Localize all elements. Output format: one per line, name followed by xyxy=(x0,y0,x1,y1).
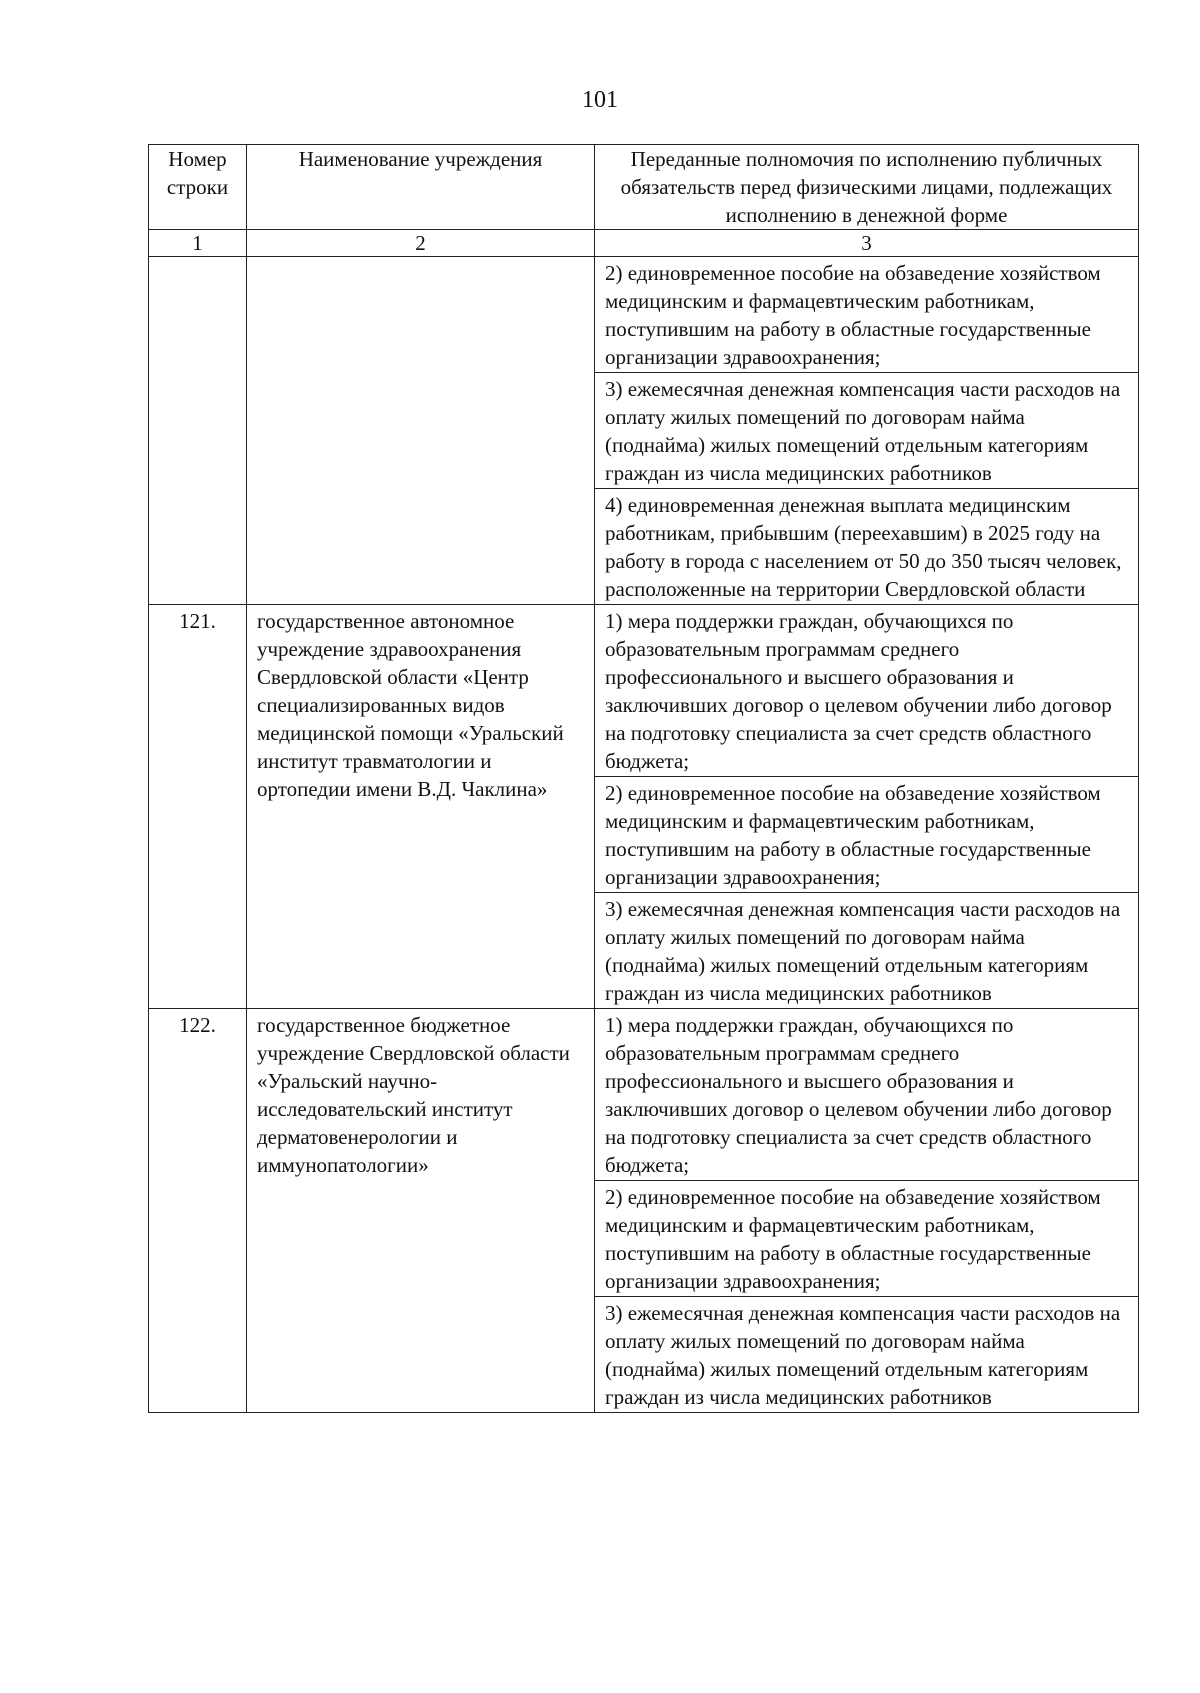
header-row-number: Номер строки xyxy=(149,145,247,230)
institution-name-cell xyxy=(247,257,595,605)
table-row-122 xyxy=(149,1009,1139,1181)
power-item: 3) ежемесячная денежная компенсация части расходов на оплату жилых помещений по договорам найма (поднайма) жилых помещений отдельным категориям граждан из числа медицинских работников xyxy=(595,1297,1139,1413)
power-item: 3) ежемесячная денежная компенсация части расходов на оплату жилых помещений по договорам найма (поднайма) жилых помещений отдельным категориям граждан из числа медицинских работников xyxy=(595,893,1139,1009)
column-number-1: 1 xyxy=(149,230,247,257)
power-item: 1) мера поддержки граждан, обучающихся по образовательным программам среднего профессионального и высшего образования и заключивших договор о целевом обучении либо договор на подготовку специалиста за счет средств областного бюджета; xyxy=(595,1009,1139,1181)
row-number-cell xyxy=(149,257,247,605)
power-item: 2) единовременное пособие на обзаведение хозяйством медицинским и фармацевтическим работникам, поступившим на работу в областные государственные организации здравоохранения; xyxy=(595,1181,1139,1297)
table-header-row xyxy=(149,145,1139,230)
institution-name-cell: государственное автономное учреждение здравоохранения Свердловской области «Центр специализированных видов медицинской помощи «Уральский институт травматологии и ортопедии имени В.Д. Чаклина» xyxy=(247,605,595,1009)
table-row-continuation xyxy=(149,257,1139,373)
row-number-cell: 122. xyxy=(149,1009,247,1413)
column-number-row xyxy=(149,230,1139,257)
power-item: 2) единовременное пособие на обзаведение хозяйством медицинским и фармацевтическим работникам, поступившим на работу в областные государственные организации здравоохранения; xyxy=(595,777,1139,893)
authority-table xyxy=(148,144,1139,1413)
institution-name-cell: государственное бюджетное учреждение Свердловской области «Уральский научно-исследовательский институт дерматовенерологии и иммунопатологии» xyxy=(247,1009,595,1413)
table-row-121 xyxy=(149,605,1139,777)
header-institution-name: Наименование учреждения xyxy=(247,145,595,230)
row-number-cell: 121. xyxy=(149,605,247,1009)
column-number-2: 2 xyxy=(247,230,595,257)
page-number: 101 xyxy=(582,87,618,113)
header-transferred-powers: Переданные полномочия по исполнению публичных обязательств перед физическими лицами, подлежащих исполнению в денежной форме xyxy=(595,145,1139,230)
power-item: 3) ежемесячная денежная компенсация части расходов на оплату жилых помещений по договорам найма (поднайма) жилых помещений отдельным категориям граждан из числа медицинских работников xyxy=(595,373,1139,489)
power-item: 4) единовременная денежная выплата медицинским работникам, прибывшим (переехавшим) в 2025 году на работу в города с населением от 50 до 350 тысяч человек, расположенные на территории Свердловской области xyxy=(595,489,1139,605)
column-number-3: 3 xyxy=(595,230,1139,257)
power-item: 1) мера поддержки граждан, обучающихся по образовательным программам среднего профессионального и высшего образования и заключивших договор о целевом обучении либо договор на подготовку специалиста за счет средств областного бюджета; xyxy=(595,605,1139,777)
power-item: 2) единовременное пособие на обзаведение хозяйством медицинским и фармацевтическим работникам, поступившим на работу в областные государственные организации здравоохранения; xyxy=(595,257,1139,373)
